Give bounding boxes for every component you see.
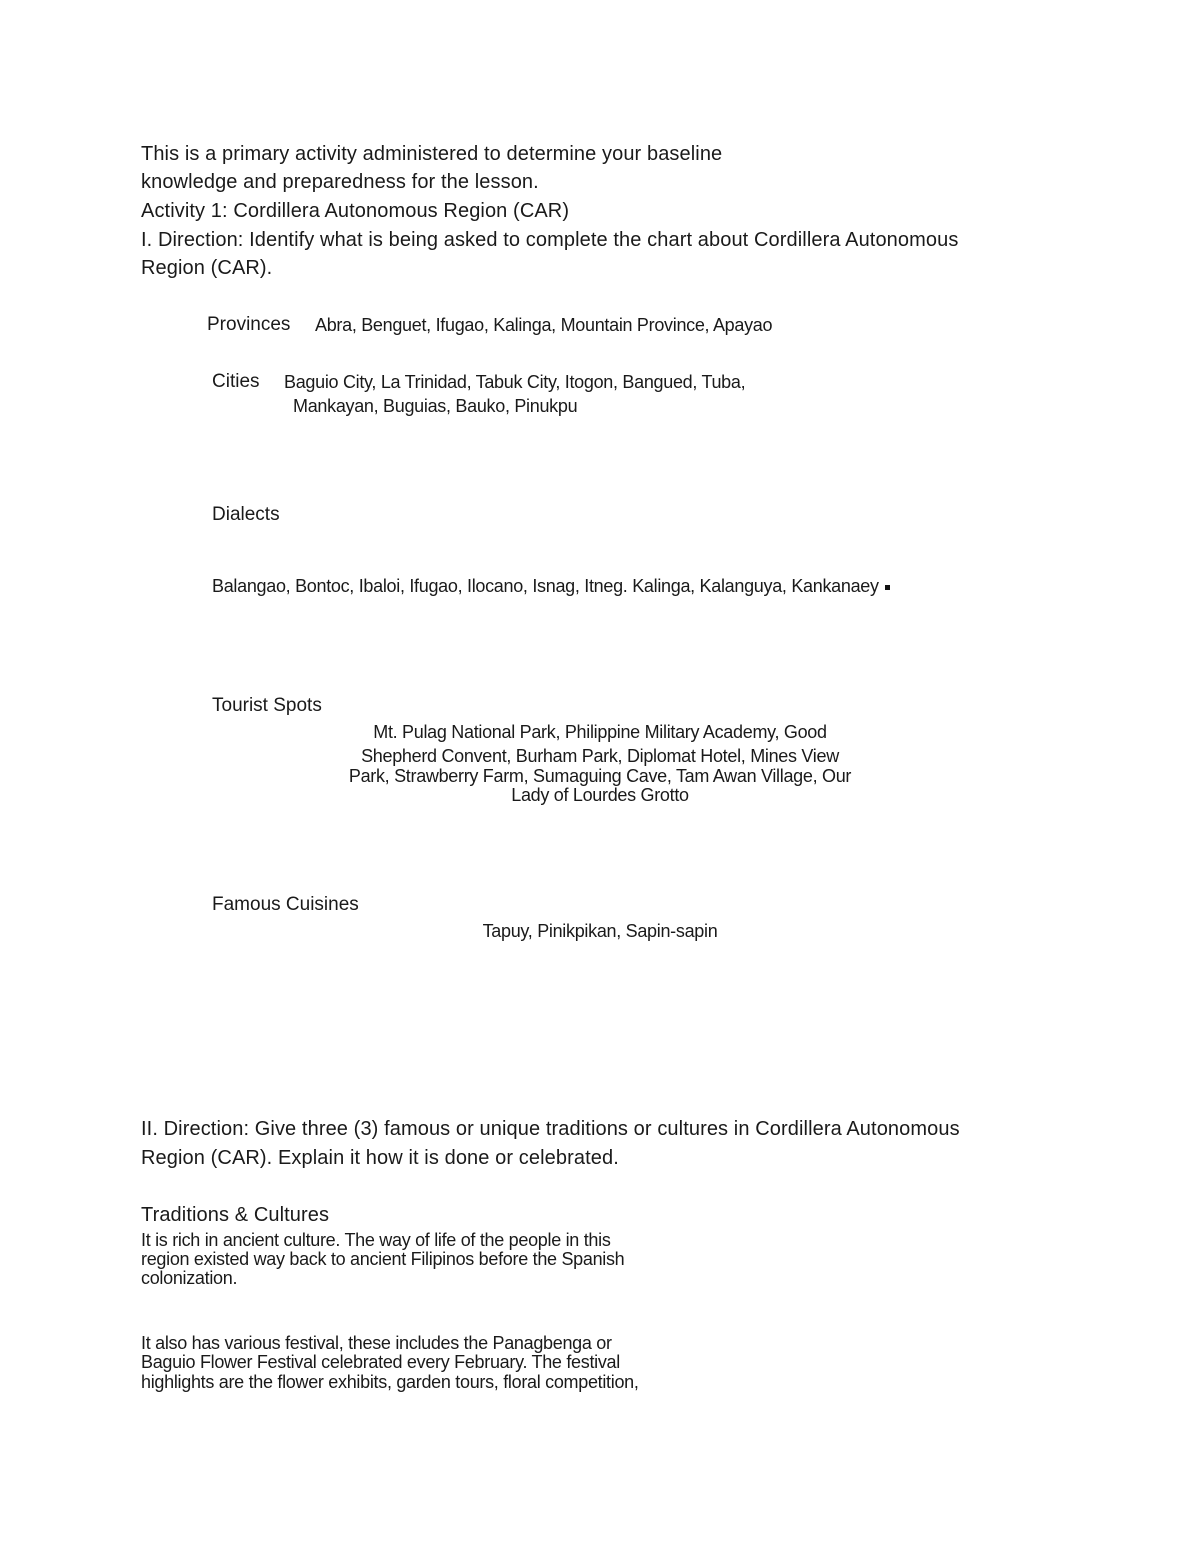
provinces-label: Provinces — [207, 314, 291, 335]
paragraph-line: Baguio Flower Festival celebrated every February. The festival — [141, 1352, 620, 1372]
activity-title: Activity 1: Cordillera Autonomous Region (CAR) — [141, 200, 570, 222]
bullet-icon — [885, 585, 890, 590]
direction-line: Region (CAR). — [141, 257, 273, 279]
cuisines-label: Famous Cuisines — [212, 894, 359, 915]
direction-line: Region (CAR). Explain it how it is done or celebrated. — [141, 1147, 619, 1169]
dialects-label: Dialects — [212, 504, 280, 525]
tourist-spots-line: Mt. Pulag National Park, Philippine Military Academy, Good — [373, 722, 827, 742]
traditions-heading: Traditions & Cultures — [141, 1204, 330, 1226]
cities-label: Cities — [212, 371, 260, 392]
intro-line: This is a primary activity administered to determine your baseline — [141, 143, 723, 165]
cities-value: Baguio City, La Trinidad, Tabuk City, Itogon, Bangued, Tuba, — [284, 372, 746, 392]
tourist-spots-label: Tourist Spots — [212, 695, 322, 716]
dialects-value: Balangao, Bontoc, Ibaloi, Ifugao, Ilocano, Isnag, Itneg. Kalinga, Kalanguya, Kankanaey — [212, 576, 879, 596]
tourist-spots-line: Shepherd Convent, Burham Park, Diplomat Hotel, Mines View — [361, 746, 839, 766]
paragraph-line: It is rich in ancient culture. The way of life of the people in this — [141, 1230, 611, 1250]
paragraph-line: region existed way back to ancient Filipinos before the Spanish — [141, 1249, 625, 1269]
tourist-spots-line: Park, Strawberry Farm, Sumaguing Cave, Tam Awan Village, Our — [348, 766, 852, 786]
paragraph-line: It also has various festival, these includes the Panagbenga or — [141, 1333, 612, 1353]
direction-line: I. Direction: Identify what is being asked to complete the chart about Cordillera Autonomous — [141, 229, 959, 251]
tourist-spots-line: Lady of Lourdes Grotto — [511, 785, 689, 805]
paragraph-line: colonization. — [141, 1268, 238, 1288]
intro-line: knowledge and preparedness for the lesson. — [141, 171, 539, 193]
dialects-row — [212, 577, 890, 596]
paragraph-line: highlights are the flower exhibits, garden tours, floral competition, — [141, 1372, 639, 1392]
direction-line: II. Direction: Give three (3) famous or unique traditions or cultures in Cordillera Autonomous — [141, 1118, 960, 1140]
cuisines-value: Tapuy, Pinikpikan, Sapin-sapin — [482, 921, 718, 941]
provinces-value: Abra, Benguet, Ifugao, Kalinga, Mountain Province, Apayao — [315, 315, 773, 335]
cities-value: Mankayan, Buguias, Bauko, Pinukpu — [293, 396, 578, 416]
